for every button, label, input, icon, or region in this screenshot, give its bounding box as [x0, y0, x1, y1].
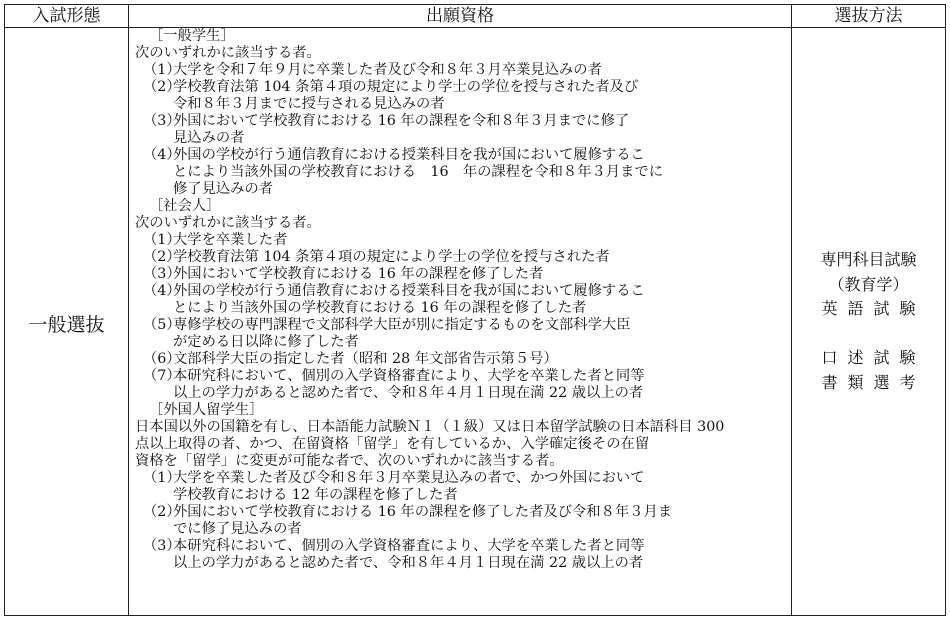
list-item-line: 以上の学力があると認めた者で、令和８年４月１日現在満 22 歳以上の者 — [173, 555, 644, 571]
list-item-line: とにより当該外国の学校教育における 16 年の課程を修了した者 — [173, 300, 587, 316]
item-text: 外国において学校教育における 16 年の課程を修了した者及び令和８年３月ま — [173, 504, 673, 520]
method-specialized-exam: 専門科目試験 — [820, 250, 917, 269]
list-item-line — [135, 249, 791, 266]
section-title: ［社会人］ — [149, 198, 221, 214]
list-item-line — [135, 62, 791, 79]
list-item-line — [135, 317, 791, 334]
section-intro-line: 資格を「留学」に変更が可能な者で、次のいずれかに該当する者。 — [135, 453, 564, 469]
header-selection-method: 選抜方法 — [834, 6, 903, 26]
item-number: （4） — [143, 147, 181, 163]
list-item-line — [135, 470, 791, 487]
list-item-line: 見込みの者 — [173, 130, 245, 146]
item-text: 大学を卒業した者及び令和８年３月卒業見込みの者で、かつ外国において — [173, 470, 645, 486]
item-number: （2） — [143, 249, 181, 265]
admission-table — [4, 4, 946, 616]
item-text: 外国において学校教育における 16 年の課程を修了した者 — [173, 266, 544, 282]
column-divider-1 — [128, 5, 129, 615]
item-text: 外国において学校教育における 16 年の課程を令和８年３月までに修了 — [173, 113, 630, 129]
item-text: 本研究科において、個別の入学資格審査により、大学を卒業した者と同等 — [173, 368, 645, 384]
item-number: （3） — [143, 538, 181, 554]
list-item-line — [135, 113, 791, 130]
section-intro-line: 点以上取得の者、かつ、在留資格「留学」を有しているか、入学確定後その在留 — [135, 436, 650, 452]
list-item-line — [135, 504, 791, 521]
item-text: 本研究科において、個別の入学資格審査により、大学を卒業した者と同等 — [173, 538, 645, 554]
item-text: 文部科学大臣の指定した者（昭和 28 年文部省告示第５号） — [173, 351, 558, 367]
item-text: 大学を令和７年９月に卒業した者及び令和８年３月卒業見込みの者 — [173, 62, 602, 78]
item-number: （1） — [143, 470, 181, 486]
list-item-line: 修了見込みの者 — [173, 181, 274, 197]
section-intro-line: 次のいずれかに該当する者。 — [135, 45, 321, 61]
list-item-line — [135, 266, 791, 283]
item-number: （6） — [143, 351, 181, 367]
item-number: （7） — [143, 368, 181, 384]
list-item-line — [135, 283, 791, 300]
list-item-line — [135, 351, 791, 368]
list-item-line — [135, 368, 791, 385]
item-text: 学校教育法第 104 条第４項の規定により学士の学位を授与された者 — [173, 249, 610, 265]
list-item-line: が定める日以降に修了した者 — [173, 334, 359, 350]
item-text: 学校教育法第 104 条第４項の規定により学士の学位を授与された者及び — [173, 79, 639, 95]
item-number: （3） — [143, 266, 181, 282]
header-qualification: 出願資格 — [426, 6, 494, 26]
qualification-cell — [135, 28, 791, 572]
list-item-line — [135, 147, 791, 164]
method-document-screening: 書類選考 — [821, 372, 926, 392]
item-text: 大学を卒業した者 — [173, 232, 288, 248]
item-number: （2） — [143, 504, 181, 520]
item-number: （3） — [143, 113, 181, 129]
section-title: ［外国人留学生］ — [149, 402, 264, 418]
header-admission-type: 入試形態 — [32, 6, 101, 26]
list-item-line: でに修了見込みの者 — [173, 521, 302, 537]
section-intro-line: 次のいずれかに該当する者。 — [135, 215, 321, 231]
section-intro-line: 日本国以外の国籍を有し、日本語能力試験Ｎ１（１級）又は日本留学試験の日本語科目 300 — [135, 419, 725, 435]
list-item-line: 学校教育における 12 年の課程を修了した者 — [173, 487, 458, 503]
list-item-line — [135, 79, 791, 96]
method-specialized-subject: （教育学） — [828, 274, 909, 294]
list-item-line: とにより当該外国の学校教育における 16 年の課程を令和８年３月までに — [173, 164, 663, 180]
admission-type-cell: 一般選抜 — [28, 314, 105, 336]
list-item-line — [135, 538, 791, 555]
item-number: （5） — [143, 317, 181, 333]
method-english-exam: 英語試験 — [821, 299, 926, 318]
list-item-line — [135, 232, 791, 249]
item-number: （1） — [143, 62, 181, 78]
list-item-line: 以上の学力があると認めた者で、令和８年４月１日現在満 22 歳以上の者 — [173, 385, 644, 401]
method-spacer — [792, 322, 945, 347]
item-text: 専修学校の専門課程で文部科学大臣が別に指定するものを文部科学大臣 — [173, 317, 631, 333]
section-title: ［一般学生］ — [149, 28, 235, 44]
method-oral-exam: 口述試験 — [821, 348, 926, 367]
item-text: 外国の学校が行う通信教育における授業科目を我が国において履修するこ — [173, 147, 645, 163]
item-number: （1） — [143, 232, 181, 248]
item-text: 外国の学校が行う通信教育における授業科目を我が国において履修するこ — [173, 283, 645, 299]
item-number: （2） — [143, 79, 181, 95]
list-item-line: 令和８年３月までに授与される見込みの者 — [173, 96, 445, 112]
selection-method-cell — [792, 248, 945, 395]
item-number: （4） — [143, 283, 181, 299]
